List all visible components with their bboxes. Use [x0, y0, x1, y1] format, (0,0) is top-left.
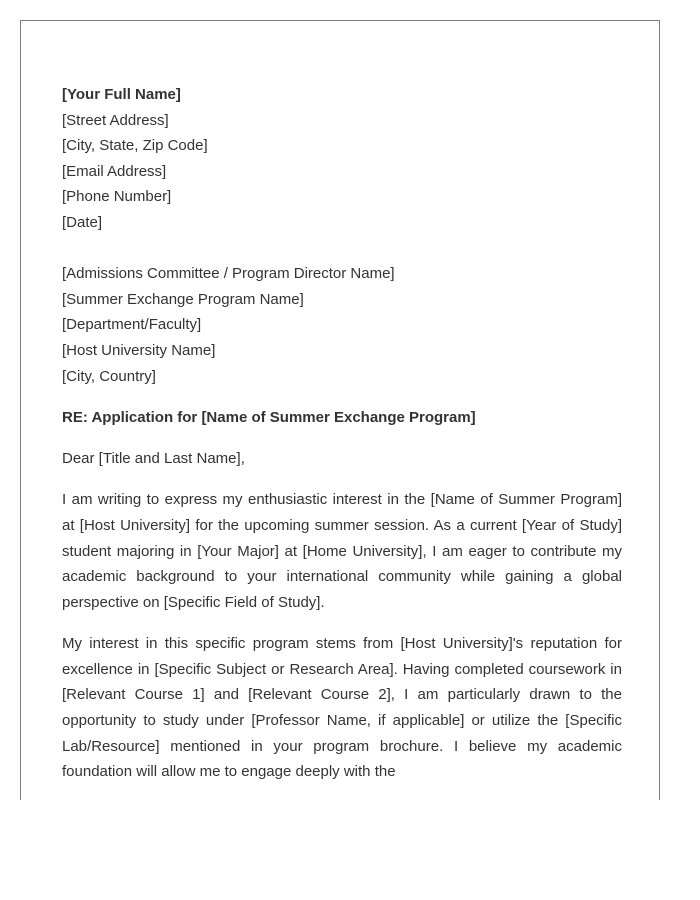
recipient-name: [Admissions Committee / Program Director Name] [62, 265, 395, 283]
sender-email: [Email Address] [62, 162, 167, 180]
recipient-university: [Host University Name] [62, 341, 216, 359]
sender-phone: [Phone Number] [62, 188, 172, 206]
recipient-program: [Summer Exchange Program Name] [62, 290, 304, 308]
blank-line [62, 236, 622, 262]
letter-date: [Date] [62, 213, 103, 231]
letter-content [62, 82, 622, 785]
salutation: Dear [Title and Last Name], [62, 449, 245, 467]
subject-line: RE: Application for [Name of Summer Exchange Program] [62, 409, 476, 427]
sender-street: [Street Address] [62, 111, 169, 129]
recipient-city-country: [City, Country] [62, 367, 156, 385]
letter-page [20, 20, 660, 800]
body-paragraph-2: My interest in this specific program stems from [Host University]'s reputation for excellence in [Specific Subject or Research Area]. Having completed coursework in [Relevant Course 1] and [Relevant Course 2], I am particularly drawn to the opportunity to study under [Professor Name, if applicable] or utilize the [Specific Lab/Resource] mentioned in your program brochure. I believe my academic foundation will allow me to engage deeply with the [62, 635, 622, 781]
sender-city-state-zip: [City, State, Zip Code] [62, 137, 208, 155]
recipient-department: [Department/Faculty] [62, 316, 202, 334]
recipient-block [62, 261, 622, 389]
sender-name: [Your Full Name] [62, 86, 181, 103]
body-paragraph-1: I am writing to express my enthusiastic interest in the [Name of Summer Program] at [Host University] for the upcoming summer session. As a current [Year of Study] student majoring in [Your Major] at [Home University], I am eager to contribute my academic background to your international community while gaining a global perspective on [Specific Field of Study]. [62, 491, 622, 611]
sender-block [62, 82, 622, 236]
